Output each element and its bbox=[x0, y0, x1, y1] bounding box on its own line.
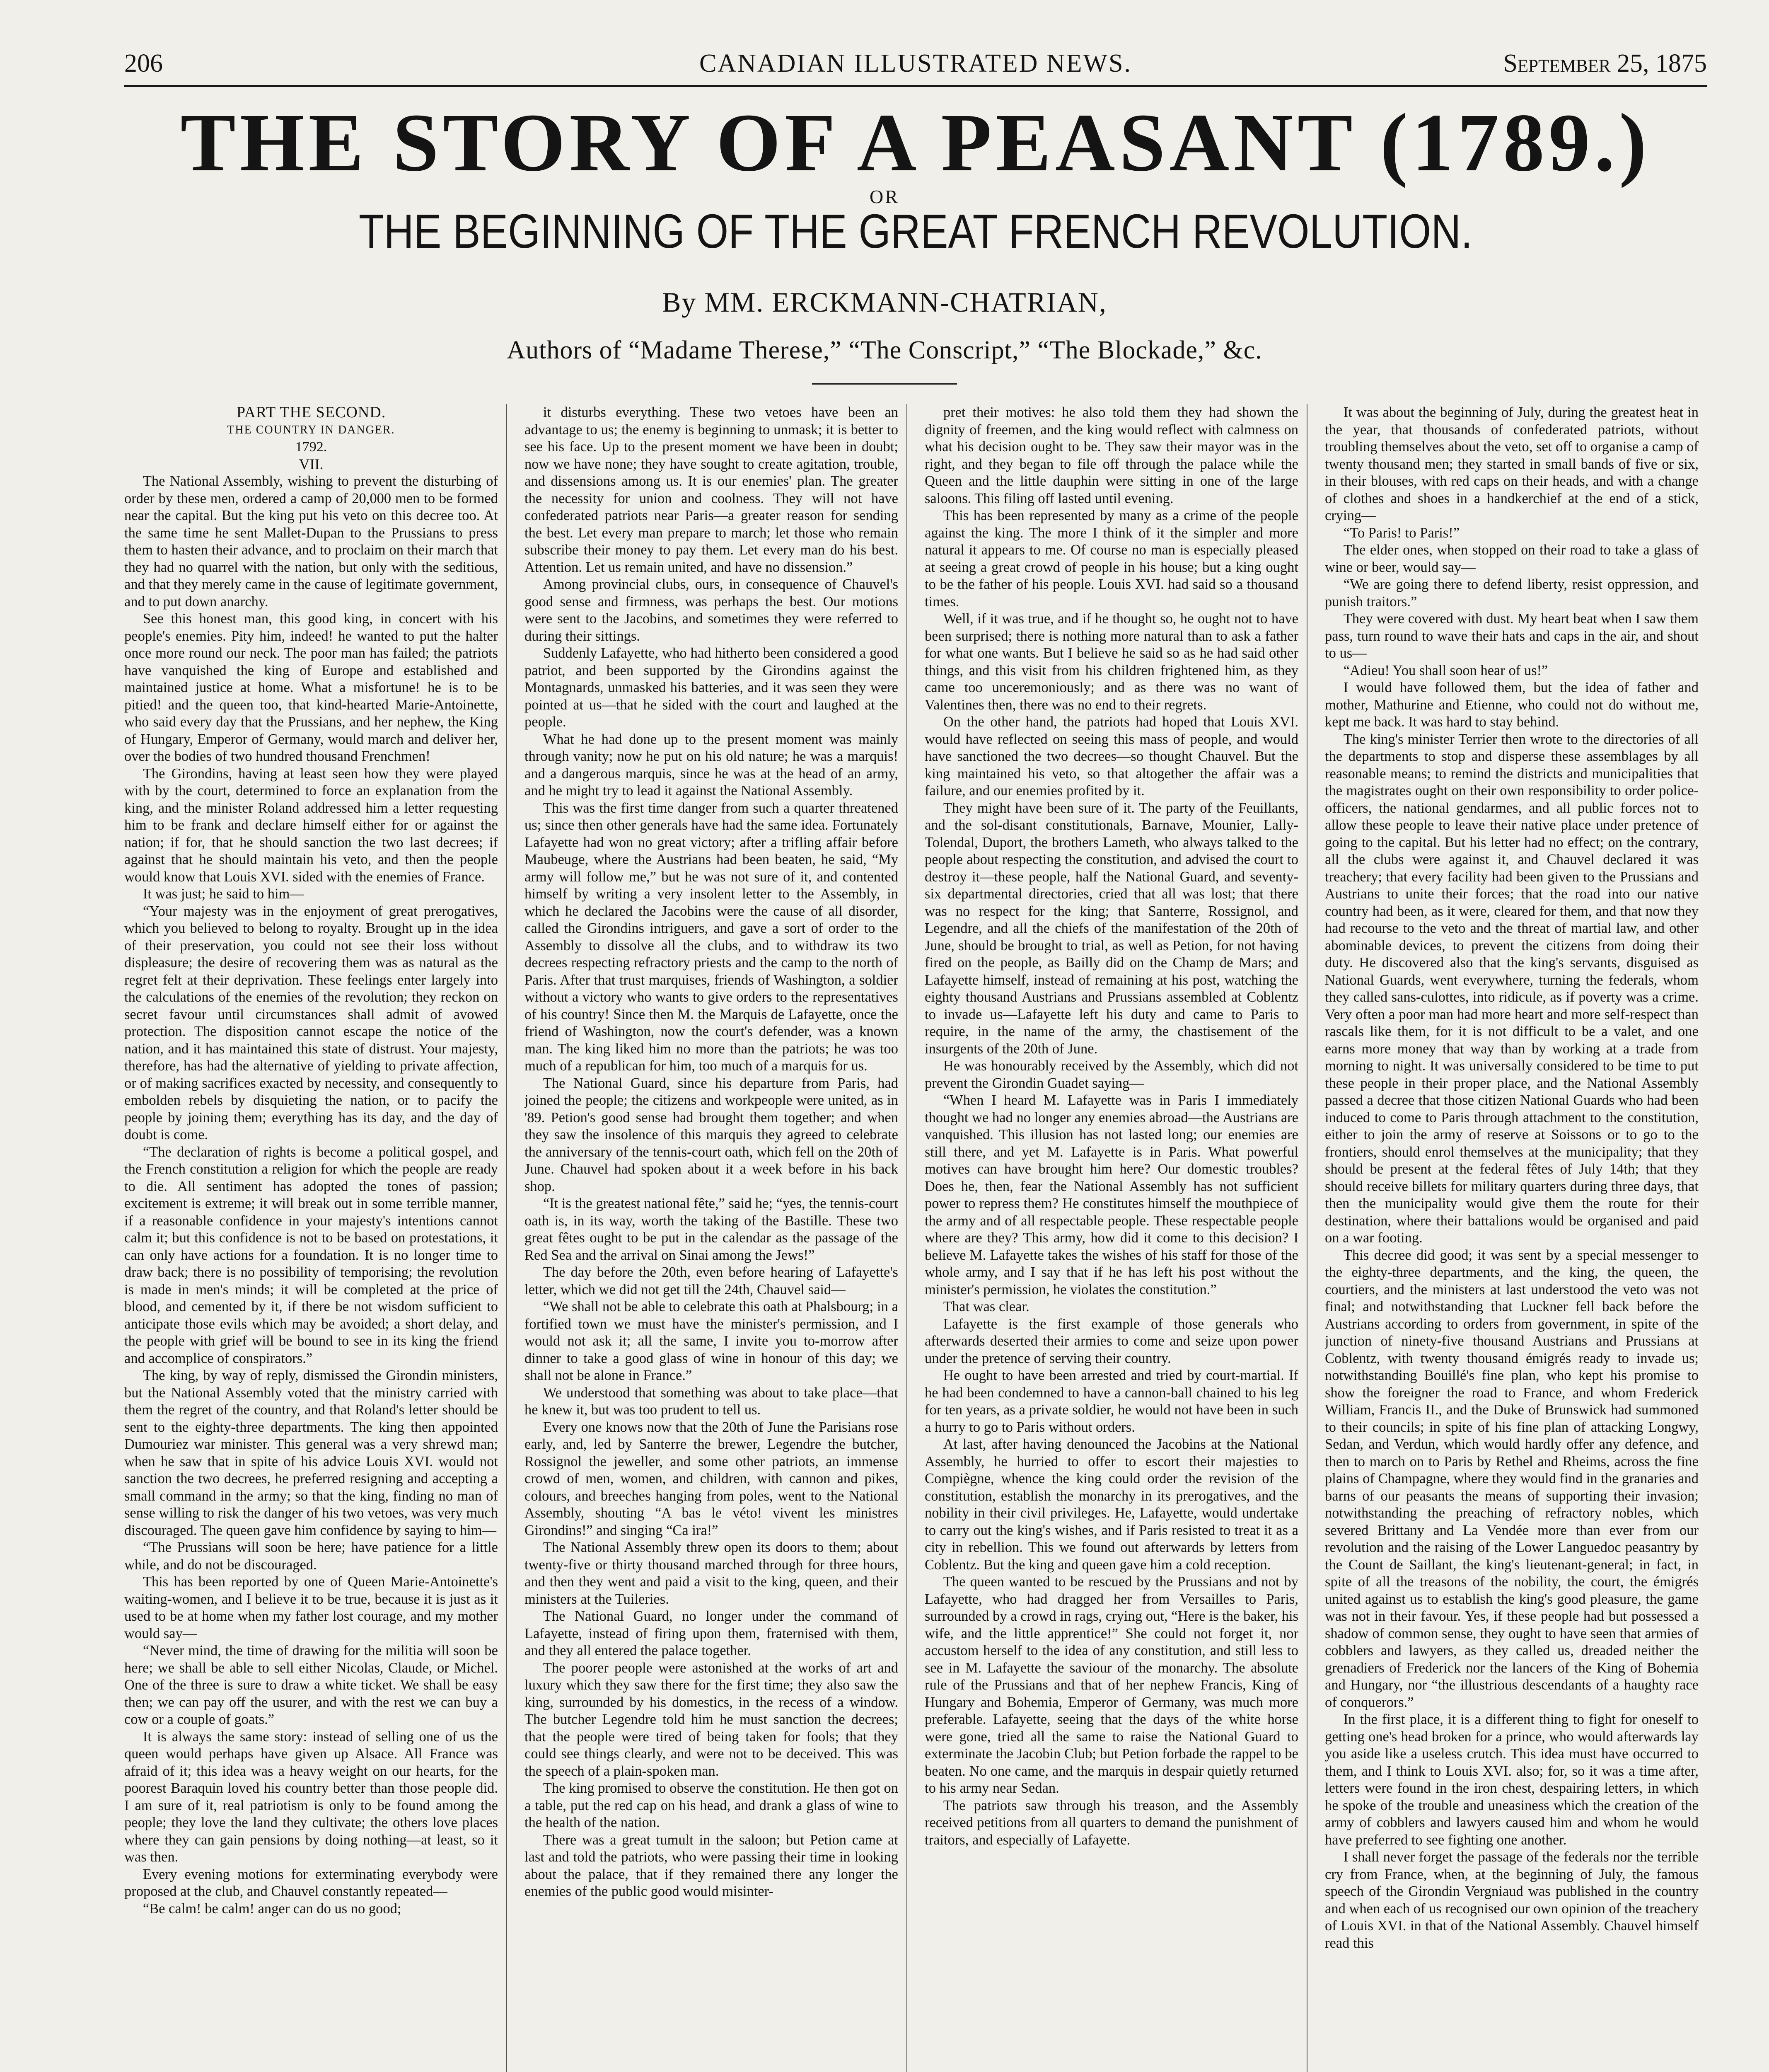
paragraph: it disturbs everything. These two vetoes have been an advantage to us; the enemy is beginning to unmask; it is better to see his face. Up to the present moment we have been in doubt; now we have none; they have sought to create agitation, trouble, and dissensions among us. It is our enemies' plan. The greater the necessity for union and coolness. They will not have confederated patriots near Paris—a greater reason for sending the best. Let every man prepare to march; let those who remain subscribe their money to pay them. Let every man do his best. Attention. Let us remain united, and have no dissension.” bbox=[524, 404, 898, 575]
paragraph: They might have been sure of it. The party of the Feuillants, and the sol-disant constitutionals, Barnave, Mounier, Lally-Tolendal, Duport, the brothers Lameth, who always talked to the people about respecting the constitution, and advised the court to destroy it—these people, half the National Guard, and seventy-six departmental directories, cried that all was lost; that there was no respect for the king; that Santerre, Rossignol, and Legendre, and all the chiefs of the manifestation of the 20th of June, should be brought to trial, as well as Petion, for not having fired on the people, as Bailly did on the Champ de Mars; and Lafayette himself, instead of remaining at his post, watching the eighty thousand Austrians and Prussians assembled at Coblentz to invade us—Lafayette left his duty and came to Paris to require, in the name of the army, the chastisement of the insurgents of the 20th of June. bbox=[925, 800, 1298, 1057]
paragraph: What he had done up to the present moment was mainly through vanity; now he put on his old nature; he was a marquis! and a dangerous marquis, since he was at the head of an army, and he might try to lead it against the National Assembly. bbox=[524, 731, 898, 799]
part-heading: PART THE SECOND. bbox=[236, 404, 386, 421]
paragraph: Every evening motions for exterminating everybody were proposed at the club, and Chauvel constantly repeated— bbox=[124, 1866, 498, 1899]
paragraph: At last, after having denounced the Jacobins at the National Assembly, he hurried to offer to escort their majesties to Compiègne, whence the king could order the revision of the constitution, establish the monarchy in its prerogatives, and the nobility in their civil privileges. He, Lafayette, would undertake to carry out the king's wishes, and if Paris resisted to treat it as a city in rebellion. This we found out afterwards by letters from Coblentz. But the king and queen gave him a cold reception. bbox=[925, 1436, 1298, 1573]
paragraph: pret their motives: he also told them they had shown the dignity of freemen, and the king would reflect with calmness on what his decision ought to be. They saw their mayor was in the right, and they began to file off through the palace while the Queen and the little dauphin were sitting in one of the large saloons. This filing off lasted until evening. bbox=[925, 404, 1298, 506]
paragraph: See this honest man, this good king, in concert with his people's enemies. Pity him, indeed! he wanted to put the halter once more round our neck. The poor man has failed; the patriots have vanquished the king of Europe and established and maintained justice at home. What a misfortune! he is to be pitied! and the queen too, that kind-hearted Marie-Antoinette, who said every day that the Prussians, and her nephew, the King of Hungary, Emperor of Germany, would march and deliver her, over the bodies of two hundred thousand Frenchmen! bbox=[124, 611, 498, 764]
paragraph: The National Assembly, wishing to prevent the disturbing of order by these men, ordered a camp of 20,000 men to be formed near the capital. But the king put his veto on this decree too. At the same time he sent Mallet-Dupan to the Prussians to press them to hasten their advance, and to proclaim on their march that they had no quarrel with the nation, but only with the seditious, and that they merely came in the cause of legitimate government, and to put down anarchy. bbox=[124, 473, 498, 610]
paragraph: “We shall not be able to celebrate this oath at Phalsbourg; in a fortified town we must have the minister's permission, and I would not ask it; all the same, I invite you to-morrow after dinner to take a good glass of wine in honour of this day; we shall not be alone in France.” bbox=[524, 1299, 898, 1383]
paragraph: The patriots saw through his treason, and the Assembly received petitions from all quarters to demand the punishment of traitors, and especially of Lafayette. bbox=[925, 1797, 1298, 1848]
paragraph: Among provincial clubs, ours, in consequence of Chauvel's good sense and firmness, was perhaps the best. Our motions were sent to the Jacobins, and sometimes they were referred to during their sittings. bbox=[524, 576, 898, 644]
column-4 bbox=[1325, 404, 1707, 2072]
column-1 bbox=[124, 404, 507, 2072]
paragraph: On the other hand, the patriots had hoped that Louis XVI. would have reflected on seeing this mass of people, and would have sanctioned the two decrees—so thought Chauvel. But the king maintained his veto, so that altogether the affair was a failure, and our enemies profited by it. bbox=[925, 714, 1298, 799]
paragraph: The elder ones, when stopped on their road to take a glass of wine or beer, would say— bbox=[1325, 542, 1699, 575]
paragraph: “Be calm! be calm! anger can do us no good; bbox=[143, 1900, 401, 1917]
column-3 bbox=[925, 404, 1307, 2072]
paragraph: “When I heard M. Lafayette was in Paris I immediately thought we had no longer any enemies abroad—the Austrians are vanquished. This illusion has not lasted long; our enemies are still there, and yet M. Lafayette is in Paris. What powerful motives can have brought him here? Our domestic troubles? Does he, then, fear the National Assembly has not sufficient power to repress them? He constitutes himself the mouthpiece of the army and of all respectable people. These respectable people where are they? This army, how did it come to this decision? I believe M. Lafayette takes the wishes of his staff for those of the whole army, and I say that if he has left his post without the minister's permission, he violates the constitution.” bbox=[925, 1092, 1298, 1297]
paragraph: I shall never forget the passage of the federals nor the terrible cry from France, when, at the beginning of July, the famous speech of the Girondin Vergniaud was published in the country and when each of us recognised our own opinion of the treachery of Louis XVI. in that of the National Assembly. Chauvel himself read this bbox=[1325, 1849, 1699, 1951]
paragraph: “We are going there to defend liberty, resist oppression, and punish traitors.” bbox=[1325, 576, 1699, 610]
paragraph: “Adieu! You shall soon hear of us!” bbox=[1343, 662, 1548, 678]
paragraph: The day before the 20th, even before hearing of Lafayette's letter, which we did not get till the 24th, Chauvel said— bbox=[524, 1264, 898, 1297]
paragraph: The National Guard, no longer under the command of Lafayette, instead of firing upon them, fraternised with them, and they all entered the palace together. bbox=[524, 1608, 898, 1658]
title-divider bbox=[812, 383, 957, 385]
column-2-text bbox=[524, 404, 898, 1900]
paragraph: The queen wanted to be rescued by the Prussians and not by Lafayette, who had dragged her from Versailles to Paris, surrounded by a crowd in rags, crying out, “Here is the baker, his wife, and the little apprentice!” She could not forget it, nor accustom herself to the idea of any constitution, and still less to see in M. Lafayette the saviour of the monarchy. The absolute rule of the Prussians and that of her nephew Francis, King of Hungary and Bohemia, Emperor of Germany, was much more preferable. Lafayette, seeing that the days of the white horse were gone, tried all the same to raise the National Guard to exterminate the Jacobin Club; but Petion forbade the rappel to be beaten. No one came, and the marquis in despair quietly returned to his army near Sedan. bbox=[925, 1574, 1298, 1796]
paragraph: The poorer people were astonished at the works of art and luxury which they saw there for the first time; they also saw the king, surrounded by his domestics, in the recess of a window. The butcher Legendre told him he must sanction the decrees; that the people were tired of being taken for fools; that they could see things clearly, and were not to be deceived. This was the speech of a plain-spoken man. bbox=[524, 1660, 898, 1779]
article-columns bbox=[124, 404, 1707, 2072]
paragraph: This has been reported by one of Queen Marie-Antoinette's waiting-women, and I believe it to be true, because it is just as it used to be at home when my father lost courage, and my mother would say— bbox=[124, 1574, 498, 1641]
paragraph: In the first place, it is a different thing to fight for oneself to getting one's head broken for a prince, who would afterwards lay you aside like a useless crutch. This idea must have occurred to them, and I think to Louis XVI. also; for, so it was a time after, letters were found in the iron chest, despairing letters, in which he spoke of the trouble and uneasiness which the creation of the army of cobblers and lawyers caused him and whom he would have preferred to see fighting one another. bbox=[1325, 1711, 1699, 1848]
masthead: CANADIAN ILLUSTRATED NEWS. bbox=[699, 49, 1132, 77]
paragraph: That was clear. bbox=[943, 1299, 1030, 1314]
paragraph: There was a great tumult in the saloon; but Petion came at last and told the patriots, who were passing their time in looking about the palace, that if they remained there any longer the enemies of the public good would misinter- bbox=[524, 1832, 898, 1899]
chapter-heading: VII. bbox=[299, 455, 324, 472]
article-subtitle: THE BEGINNING OF THE GREAT FRENCH REVOLUTION. bbox=[358, 204, 1473, 258]
paragraph: Lafayette is the first example of those generals who afterwards deserted their armies to come and seize upon power under the pretence of serving their country. bbox=[925, 1316, 1298, 1366]
paragraph: “The declaration of rights is become a political gospel, and the French constitution a religion for which the people are ready to die. All sentiment has adopted the tones of passion; excitement is extreme; it will break out in some terrible manner, if a reasonable confidence in your majesty's intentions cannot calm it; but this confidence is not to be based on protestations, it can only have actions for a foundation. It is no longer time to draw back; there is no possibility of temporising; the revolution is made in men's minds; it will be completed at the price of blood, and cemented by it, if there be not wisdom sufficient to anticipate those evils which may be avoided; a short delay, and the people with grief will be bound to see in its king the friend and accomplice of conspirators.” bbox=[124, 1144, 498, 1366]
paragraph: “Never mind, the time of drawing for the militia will soon be here; we shall be able to sell either Nicolas, Claude, or Michel. One of the three is sure to draw a white ticket. We shall be easy then; we can pay off the usurer, and with the rest we can buy a cow or a couple of goats.” bbox=[124, 1643, 498, 1727]
paragraph: The king's minister Terrier then wrote to the directories of all the departments to stop and disperse these assemblages by all reasonable means; to remind the districts and municipalities that the magistrates ought on their own responsibility to order police-officers, the national gendarmes, and all public forces not to allow these people to leave their native place under pretence of going to the capital. But his letter had no effect; on the contrary, all the clubs were against it, and Chauvel declared it was treachery; that every facility had been given to the Prussians and Austrians to unite their forces; that the road into our native country had been, as it were, cleared for them, and that now they had recourse to the veto and the threat of martial law, and other abominable devices, to prevent the citizens from doing their duty. He discovered also that the king's servants, disguised as National Guards, went everywhere, turning the federals, whom they called sans-culottes, into ridicule, as if poverty was a crime. Very often a poor man had more heart and more self-respect than rascals like them, for it is not difficult to be a valet, and one earns more money that way than by working at a trade from morning to night. It was universally considered to be time to put these people in their proper place, and the National Assembly passed a decree that those citizen National Guards who had been induced to come to Paris through attachment to the constitution, either to join the army of reserve at Soissons or to go to the frontiers, should enrol themselves at the municipality; that they should be present at the federal fêtes of July 14th; that they should receive billets for military quarters during three days, that then the municipality would give them the route for their destination, where their battalions would be organised and paid on a war footing. bbox=[1325, 731, 1699, 1246]
paragraph: It was about the beginning of July, during the greatest heat in the year, that thousands of confederated patriots, without troubling themselves about the veto, set off to organise a camp of twenty thousand men; they started in small bands of five or six, in their blouses, with red caps on their heads, and with a change of clothes and shoes in a handkerchief at the end of a stick, crying— bbox=[1325, 404, 1699, 523]
section-heading: THE COUNTRY IN DANGER. bbox=[227, 423, 395, 436]
title-or: OR bbox=[870, 186, 899, 207]
paragraph: They were covered with dust. My heart beat when I saw them pass, turn round to wave their hats and caps in the air, and shout to us— bbox=[1325, 611, 1699, 661]
byline: By MM. ERCKMANN-CHATRIAN, bbox=[662, 286, 1107, 318]
paragraph: It was just; he said to him— bbox=[143, 886, 304, 902]
paragraph: This has been represented by many as a crime of the people against the king. The more I think of it the simpler and more natural it appears to me. Of course no man is especially pleased at seeing a great crowd of people in his house; but a king ought to be the father of his people. Louis XVI. had said so a thousand times. bbox=[925, 508, 1298, 610]
paragraph: I would have followed them, but the idea of father and mother, Mathurine and Etienne, who could not do without me, kept me back. It was hard to stay behind. bbox=[1325, 680, 1699, 730]
issue-date: September 25, 1875 bbox=[1503, 49, 1707, 77]
paragraph: Well, if it was true, and if he thought so, he ought not to have been surprised; there is nothing more natural than to ask a father for what one wants. But I believe he said so as he had said other things, and this visit from his children frightened him, as they came too unceremoniously; and as there was no want of Valentines then, there was no end to their regrets. bbox=[925, 611, 1298, 713]
paragraph: Every one knows now that the 20th of June the Parisians rose early, and, led by Santerre the brewer, Legendre the butcher, Rossignol the jeweller, and some other patriots, an immense crowd of men, women, and children, with cannon and pikes, colours, and breeches hanging from poles, went to the National Assembly, shouting “A bas le véto! vivent les ministres Girondins!” and singing “Ca ira!” bbox=[524, 1419, 898, 1538]
paragraph: Suddenly Lafayette, who had hitherto been considered a good patriot, and been supported by the Girondins against the Montagnards, unmasked his batteries, and it was seen they were pointed at us—that he sided with the court and laughed at the people. bbox=[524, 645, 898, 730]
column-4-text bbox=[1325, 404, 1699, 1952]
paragraph: The king, by way of reply, dismissed the Girondin ministers, but the National Assembly voted that the ministry carried with them the regret of the country, and that Roland's letter should be sent to the eighty-three departments. The king then appointed Dumouriez war minister. This general was a very shrewd man; when he saw that in spite of his advice Louis XVI. would not sanction the two decrees, he preferred resigning and accepting a small command in the army; so that the king, finding no man of sense willing to risk the danger of his two vetoes, was very much discouraged. The queen gave him confidence by saying to him— bbox=[124, 1368, 498, 1538]
paragraph: This was the first time danger from such a quarter threatened us; since then other generals have had the same idea. Fortunately Lafayette had won no great victory; after a trifling affair before Maubeuge, where the Austrians had been beaten, he said, “My army will follow me,” but he was not sure of it, and contented himself by writing a very insolent letter to the Assembly, in which he declared the Jacobins were the cause of all disorder, called the Girondins intriguers, and gave a sort of order to the Assembly to dissolve all the clubs, and to withdraw its two decrees respecting refractory priests and the camp to the north of Paris. After that trust marquises, friends of Washington, a soldier without a victory who wants to give orders to the representatives of his country! Since then M. the Marquis de Lafayette, once the friend of Washington, now the court's defender, was a known man. The king liked him no more than the patriots; he was too much of a republican for him, too much of a marquis for us. bbox=[524, 800, 898, 1074]
paragraph: The National Assembly threw open its doors to them; about twenty-five or thirty thousand marched through for three hours, and then they went and paid a visit to the king, queen, and their ministers at the Tuileries. bbox=[524, 1539, 898, 1607]
column-1-text bbox=[124, 473, 498, 1917]
authors-line: Authors of “Madame Therese,” “The Conscript,” “The Blockade,” &c. bbox=[507, 336, 1262, 364]
year-heading: 1792. bbox=[295, 439, 327, 455]
article-title: THE STORY OF A PEASANT (1789.) bbox=[180, 97, 1651, 189]
paragraph: “To Paris! to Paris!” bbox=[1343, 525, 1460, 541]
paragraph: He ought to have been arrested and tried by court-martial. If he had been condemned to have a cannon-ball chained to his leg for ten years, as a private soldier, he would not have been in such a hurry to go to Paris without orders. bbox=[925, 1368, 1298, 1435]
column-2 bbox=[524, 404, 907, 2072]
paragraph: This decree did good; it was sent by a special messenger to the eighty-three departments, and the king, the queen, the courtiers, and the ministers at last understood the veto was not final; and notwithstanding that Luckner fell back before the Austrians according to orders from government, in spite of the junction of ninety-five thousand Austrians and Prussians at Coblentz, with twenty thousand émigrés ready to invade us; notwithstanding Bouillé's fine plan, who kept his promise to show the foreigner the road to France, and whom Frederick William, Francis II., and the Duke of Brunswick had summoned to their councils; in spite of his fine plan of attacking Longwy, Sedan, and Verdun, which would hardly offer any defence, and then to march on to Paris by Rethel and Rheims, across the fine plains of Champagne, where they would find in the granaries and barns of our peasants the means of supporting their invasion; notwithstanding the preaching of refractory nobles, which severed Brittany and La Vendée more than ever from our revolution and the raising of the Lower Languedoc peasantry by the Count de Saillant, the king's lieutenant-general; in fact, in spite of all the treasons of the nobility, the court, the émigrés united against us to establish the king's good pleasure, the game was not in their favour. Yes, if these people had but possessed a shadow of common sense, they ought to have seen that armies of cobblers and lawyers, as they called us, dreaded neither the grenadiers of Frederick nor the lancers of the King of Bohemia and Hungary, nor “the illustrious descendants of a haughty race of conquerors.” bbox=[1325, 1247, 1699, 1710]
paragraph: “It is the greatest national fête,” said he; “yes, the tennis-court oath is, in its way, worth the taking of the Bastille. These two great fêtes ought to be put in the calendar as the passage of the Red Sea and the arrival on Sinai among the Jews!” bbox=[524, 1196, 898, 1263]
paragraph: We understood that something was about to take place—that he knew it, but was too prudent to tell us. bbox=[524, 1385, 898, 1418]
paragraph: The king promised to observe the constitution. He then got on a table, put the red cap on his head, and drank a glass of wine to the health of the nation. bbox=[524, 1780, 898, 1830]
paragraph: “The Prussians will soon be here; have patience for a little while, and do not be discouraged. bbox=[124, 1539, 498, 1573]
running-head bbox=[124, 49, 1707, 82]
paragraph: “Your majesty was in the enjoyment of great prerogatives, which you believed to belong to royalty. Brought up in the idea of their preservation, you could not see their loss without displeasure; the desire of recovering them was as natural as the regret felt at their deprivation. These feelings enter largely into the calculations of the enemies of the revolution; they reckon on secret favour until circumstances shall admit of avowed protection. The disposition cannot escape the notice of the nation, and it has maintained this state of distrust. Your majesty, therefore, has had the alternative of yielding to private affection, or of making sacrifices exacted by necessity, and consequently to embolden rebels by disquieting the nation, or to pacify the people by joining them; everything has its day, and the day of doubt is come. bbox=[124, 903, 498, 1143]
paragraph: The Girondins, having at least seen how they were played with by the court, determined to force an explanation from the king, and the minister Roland addressed him a letter requesting him to be frank and declare himself either for or against the nation; if for, that he should sanction the two last decrees; if against that he should maintain his veto, and then the people would know that Louis XVI. sided with the enemies of France. bbox=[124, 765, 498, 885]
paragraph: He was honourably received by the Assembly, which did not prevent the Girondin Guadet saying— bbox=[925, 1058, 1298, 1091]
column-3-text bbox=[925, 404, 1298, 1849]
paragraph: The National Guard, since his departure from Paris, had joined the people; the citizens and workpeople were united, as in '89. Petion's good sense had brought them together; and when they saw the insolence of this marquis they agreed to celebrate the anniversary of the tennis-court oath, which fell on the 20th of June. Chauvel had spoken about it a week before in his back shop. bbox=[524, 1075, 898, 1194]
header-rule bbox=[124, 85, 1707, 87]
page-number: 206 bbox=[124, 49, 163, 77]
paragraph: It is always the same story: instead of selling one of us the queen would perhaps have given up Alsace. All France was afraid of it; this idea was a heavy weight on our hearts, for the poorest Baraquin loved his country better than those people did. I am sure of it, real patriotism is only to be found among the people; they love the land they cultivate; the others love places where they can gain pensions by doing nothing—at least, so it was then. bbox=[124, 1728, 498, 1865]
